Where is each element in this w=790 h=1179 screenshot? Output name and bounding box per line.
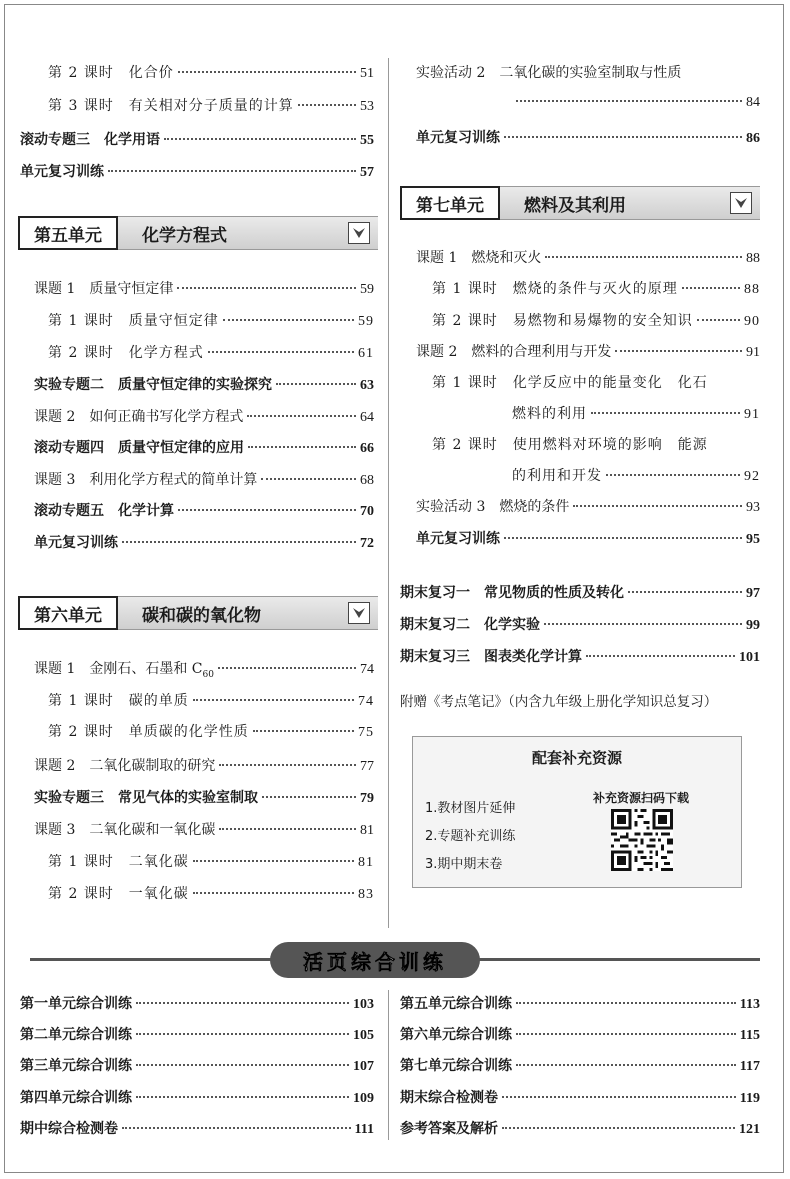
- toc-label-line[interactable]: [416, 62, 760, 82]
- toc-row[interactable]: [48, 95, 374, 115]
- toc-label: 实验专题三 常见气体的实验室制取: [34, 790, 258, 806]
- toc-label: 第五单元综合训练: [400, 996, 512, 1012]
- toc-row[interactable]: [416, 341, 760, 361]
- toc-page: 79: [360, 791, 374, 806]
- toc-page: 59: [360, 282, 374, 297]
- toc-page: 88: [744, 282, 760, 297]
- toc-row[interactable]: [48, 62, 374, 82]
- toc-page: 55: [360, 133, 374, 148]
- toc-row[interactable]: [400, 614, 760, 634]
- toc-page: 91: [744, 407, 760, 422]
- toc-page: 53: [360, 99, 374, 114]
- toc-page: 70: [360, 504, 374, 519]
- resource-item: 3.期中期末卷: [425, 857, 503, 872]
- toc-label: 第四单元综合训练: [20, 1090, 132, 1106]
- toc-page: 59: [358, 314, 374, 329]
- toc-label: 期末复习三 图表类化学计算: [400, 649, 582, 665]
- toc-row[interactable]: [400, 1055, 760, 1075]
- toc-label: 实验专题二 质量守恒定律的实验探究: [34, 377, 272, 393]
- toc-row[interactable]: [432, 310, 760, 330]
- unit6-header[interactable]: [18, 596, 378, 630]
- toc-page: 93: [746, 500, 760, 515]
- toc-row[interactable]: [34, 819, 374, 839]
- toc-page: 101: [739, 650, 760, 665]
- toc-page: 66: [360, 441, 374, 456]
- toc-label: 燃料的利用: [512, 406, 587, 422]
- resource-title: 配套补充资源: [531, 749, 622, 767]
- unit-title: 碳和碳的氧化物: [142, 605, 261, 626]
- toc-label: 课题 2 燃料的合理利用与开发: [416, 344, 612, 360]
- toc-row[interactable]: [48, 883, 374, 903]
- toc-page: 121: [739, 1122, 760, 1137]
- toc-row[interactable]: [512, 403, 760, 423]
- toc-label: 课题 3 利用化学方程式的简单计算: [34, 472, 258, 488]
- toc-row[interactable]: [34, 374, 374, 394]
- toc-row[interactable]: [512, 95, 760, 111]
- toc-page: 91: [746, 345, 760, 360]
- toc-label: 课题 3 二氧化碳和一氧化碳: [34, 822, 216, 838]
- toc-row[interactable]: [20, 1055, 374, 1075]
- toc-row[interactable]: [400, 1024, 760, 1044]
- toc-page: 64: [360, 410, 374, 425]
- toc-label: 期末综合检测卷: [400, 1090, 498, 1106]
- toc-page: 86: [746, 131, 760, 146]
- toc-label: 第六单元综合训练: [400, 1027, 512, 1043]
- toc-page: 84: [746, 95, 760, 110]
- unit-title: 化学方程式: [142, 225, 227, 246]
- toc-row[interactable]: [34, 469, 374, 489]
- toc-page: 99: [746, 618, 760, 633]
- toc-page: 119: [739, 1091, 760, 1106]
- toc-page: 117: [739, 1059, 760, 1074]
- toc-page: 88: [746, 251, 760, 266]
- toc-page: 57: [360, 165, 374, 180]
- toc-row[interactable]: [512, 465, 760, 485]
- toc-row[interactable]: [20, 161, 374, 181]
- gift-note: [400, 690, 770, 710]
- toc-page: 103: [353, 997, 374, 1012]
- toc-label: 的利用和开发: [512, 468, 602, 484]
- toc-row[interactable]: [34, 278, 374, 298]
- toc-label: 第 2 课时 化学方程式: [48, 345, 204, 361]
- toc-page: 75: [358, 725, 374, 740]
- toc-label: 课题 1 质量守恒定律: [34, 281, 174, 297]
- toc-label: 课题 2 如何正确书写化学方程式: [34, 409, 244, 425]
- toc-row[interactable]: [416, 528, 760, 548]
- toc-row[interactable]: [34, 755, 374, 775]
- toc-label: 第 3 课时 有关相对分子质量的计算: [48, 98, 294, 114]
- toc-label: 课题 1 燃烧和灭火: [416, 250, 542, 266]
- column-divider: [388, 58, 389, 928]
- toc-page: 83: [358, 887, 374, 902]
- toc-row[interactable]: [34, 500, 374, 520]
- toc-row[interactable]: [400, 582, 760, 602]
- banner-title: 活页综合训练: [303, 949, 447, 974]
- resource-item: 2.专题补充训练: [425, 829, 516, 844]
- toc-label: 课题 2 二氧化碳制取的研究: [34, 758, 216, 774]
- toc-row[interactable]: [34, 787, 374, 807]
- chevron-down-icon: [348, 602, 370, 624]
- toc-row[interactable]: [400, 646, 760, 666]
- toc-label: 第 2 课时 一氧化碳: [48, 886, 189, 902]
- toc-row[interactable]: [20, 129, 374, 149]
- toc-row[interactable]: [48, 342, 374, 362]
- toc-row[interactable]: [48, 851, 374, 871]
- toc-label: 实验活动 2 二氧化碳的实验室制取与性质: [416, 65, 682, 81]
- toc-row[interactable]: [400, 1118, 760, 1138]
- toc-label: 第 1 课时 碳的单质: [48, 693, 189, 709]
- toc-page: 113: [739, 997, 760, 1012]
- toc-label: 滚动专题三 化学用语: [20, 132, 160, 148]
- chevron-down-icon: [730, 192, 752, 214]
- toc-row[interactable]: [416, 496, 760, 516]
- toc-row[interactable]: [34, 437, 374, 457]
- toc-page: 51: [360, 66, 374, 81]
- unit7-header[interactable]: [400, 186, 760, 220]
- toc-label: 第 2 课时 使用燃料对环境的影响 能源: [432, 437, 708, 453]
- toc-page: 77: [360, 759, 374, 774]
- toc-label: 第二单元综合训练: [20, 1027, 132, 1043]
- toc-page: 97: [746, 586, 760, 601]
- toc-row[interactable]: [432, 278, 760, 298]
- toc-label: 单元复习训练: [416, 130, 500, 146]
- toc-label: 参考答案及解析: [400, 1121, 498, 1137]
- toc-label: 滚动专题四 质量守恒定律的应用: [34, 440, 244, 456]
- resource-box: [412, 736, 742, 888]
- toc-label-line[interactable]: [432, 372, 760, 392]
- toc-row[interactable]: [416, 247, 760, 267]
- unit-title: 燃料及其利用: [524, 195, 626, 216]
- toc-label: 第 1 课时 燃烧的条件与灭火的原理: [432, 281, 678, 297]
- toc-page: 109: [353, 1091, 374, 1106]
- toc-page: 72: [360, 536, 374, 551]
- toc-label: 滚动专题五 化学计算: [34, 503, 174, 519]
- toc-label: 第 2 课时 单质碳的化学性质: [48, 724, 249, 740]
- toc-label: 第一单元综合训练: [20, 996, 132, 1012]
- toc-row[interactable]: [48, 690, 374, 710]
- toc-page: 90: [744, 314, 760, 329]
- toc-label: 第七单元综合训练: [400, 1058, 512, 1074]
- unit5-header[interactable]: [18, 216, 378, 250]
- gift-note-text: 附赠《考点笔记》（内含九年级上册化学知识总复习）: [400, 694, 718, 710]
- toc-label-line[interactable]: [432, 434, 760, 454]
- toc-page: 74: [358, 694, 374, 709]
- toc-label: 单元复习训练: [20, 164, 104, 180]
- toc-page: 81: [358, 855, 374, 870]
- toc-label: 实验活动 3 燃烧的条件: [416, 499, 570, 515]
- toc-label: 单元复习训练: [34, 535, 118, 551]
- toc-page: 115: [739, 1028, 760, 1043]
- toc-page: 74: [360, 662, 374, 677]
- toc-page: 61: [358, 346, 374, 361]
- toc-label: 第 1 课时 质量守恒定律: [48, 313, 219, 329]
- toc-row[interactable]: [20, 993, 374, 1013]
- toc-row[interactable]: [34, 406, 374, 426]
- toc-row[interactable]: [34, 658, 374, 680]
- toc-label: 第 2 课时 易燃物和易爆物的安全知识: [432, 313, 693, 329]
- toc-label: 期末复习二 化学实验: [400, 617, 540, 633]
- resource-item: 1.教材图片延伸: [425, 801, 516, 816]
- toc-label: 单元复习训练: [416, 531, 500, 547]
- toc-page: 111: [354, 1122, 374, 1137]
- toc-label: 第 1 课时 二氧化碳: [48, 854, 189, 870]
- toc-page: 107: [353, 1059, 374, 1074]
- toc-row[interactable]: [416, 127, 760, 147]
- qr-label: 补充资源扫码下载: [593, 791, 690, 805]
- chevron-down-icon: [348, 222, 370, 244]
- toc-label: 课题 1 金刚石、石墨和 C: [34, 661, 203, 677]
- toc-page: 81: [360, 823, 374, 838]
- toc-row[interactable]: [400, 993, 760, 1013]
- toc-row[interactable]: [20, 1024, 374, 1044]
- toc-page: 95: [746, 532, 760, 547]
- toc-page: 105: [353, 1028, 374, 1043]
- subscript: 60: [202, 669, 214, 680]
- unit-number: 第五单元: [18, 216, 118, 250]
- toc-row[interactable]: [400, 1087, 760, 1107]
- bottom-column-divider: [388, 990, 389, 1140]
- toc-row[interactable]: [20, 1087, 374, 1107]
- toc-label: 第 2 课时 化合价: [48, 65, 174, 81]
- toc-row[interactable]: [20, 1118, 374, 1138]
- toc-page: 92: [744, 469, 760, 484]
- toc-page: 63: [360, 378, 374, 393]
- qr-code-icon[interactable]: [611, 809, 673, 871]
- toc-label: 期中综合检测卷: [20, 1121, 118, 1137]
- unit-number: 第六单元: [18, 596, 118, 630]
- toc-label: 第 1 课时 化学反应中的能量变化 化石: [432, 375, 708, 391]
- toc-row[interactable]: [48, 721, 374, 741]
- toc-row[interactable]: [34, 532, 374, 552]
- unit-number: 第七单元: [400, 186, 500, 220]
- toc-row[interactable]: [48, 310, 374, 330]
- section-banner: [0, 940, 790, 980]
- toc-label: 第三单元综合训练: [20, 1058, 132, 1074]
- toc-label: 期末复习一 常见物质的性质及转化: [400, 585, 624, 601]
- toc-page: 68: [360, 473, 374, 488]
